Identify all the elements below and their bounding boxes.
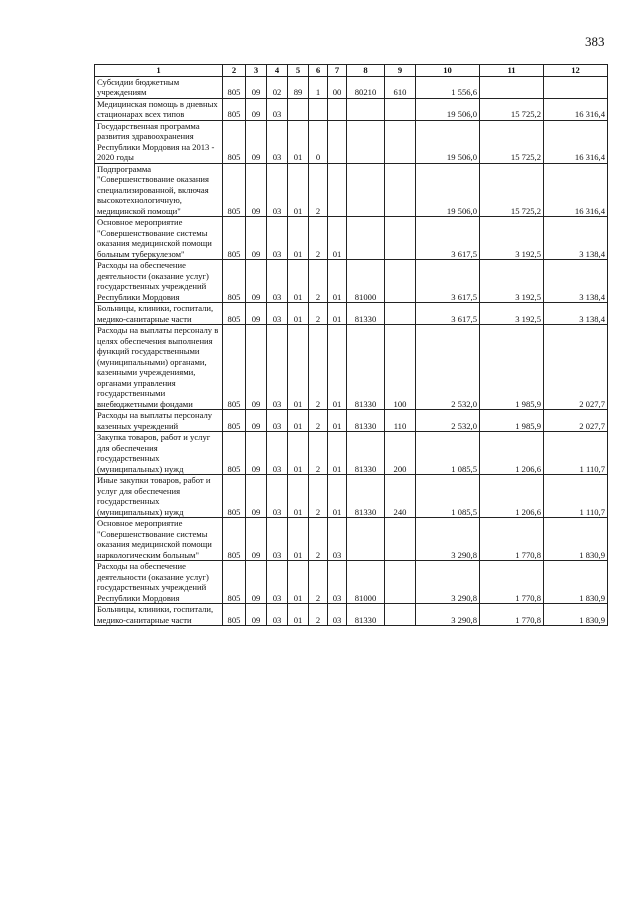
section-code: 09 [246,325,267,410]
program-code: 01 [288,325,309,410]
table-row [95,120,608,163]
program-code: 01 [288,604,309,626]
table-row [95,163,608,217]
subprogram-code: 2 [309,410,328,432]
table-row [95,561,608,604]
ministry-code: 805 [223,303,246,325]
amount-col-10: 3 290,8 [416,518,480,561]
amount-col-11: 1 770,8 [480,604,544,626]
expense-name: Подпрограмма "Совершенствование оказания специализированной, включая высокотехнологичную, медицинской помощи" [95,163,223,217]
table-row [95,410,608,432]
subsection-code: 03 [267,475,288,518]
subprogram-code: 0 [309,120,328,163]
subprogram-code: 2 [309,475,328,518]
subprogram-code [309,98,328,120]
subsection-code: 03 [267,410,288,432]
ministry-code: 805 [223,260,246,303]
header-row [95,65,608,77]
program-code: 01 [288,475,309,518]
amount-col-10: 1 085,5 [416,432,480,475]
expense-type-code [385,98,416,120]
subsection-code: 03 [267,604,288,626]
program-code: 01 [288,303,309,325]
direction-code: 81000 [347,561,385,604]
ministry-code: 805 [223,518,246,561]
subsection-code: 03 [267,120,288,163]
amount-col-10: 3 617,5 [416,260,480,303]
subsection-code: 03 [267,217,288,260]
expense-name: Больницы, клиники, госпитали, медико-санитарные части [95,604,223,626]
expense-type-code: 240 [385,475,416,518]
expense-name: Расходы на обеспечение деятельности (оказание услуг) государственных учреждений Республики Мордовия [95,260,223,303]
amount-col-10: 2 532,0 [416,325,480,410]
amount-col-10: 1 085,5 [416,475,480,518]
amount-col-12: 1 110,7 [544,475,608,518]
amount-col-11: 1 770,8 [480,561,544,604]
amount-col-11: 3 192,5 [480,260,544,303]
amount-col-12: 1 830,9 [544,561,608,604]
section-code: 09 [246,561,267,604]
amount-col-10: 3 617,5 [416,303,480,325]
event-code: 00 [328,76,347,98]
section-code: 09 [246,260,267,303]
ministry-code: 805 [223,163,246,217]
expense-name: Субсидии бюджетным учреждениям [95,76,223,98]
subprogram-code: 2 [309,260,328,303]
direction-code: 81000 [347,260,385,303]
expense-name: Больницы, клиники, госпитали, медико-санитарные части [95,303,223,325]
event-code: 01 [328,325,347,410]
expense-name: Расходы на выплаты персоналу в целях обеспечения выполнения функций государственными (муниципальными) органами, казенными учреждениями, органами управления государственными внебюджетными фондами [95,325,223,410]
subsection-code: 03 [267,325,288,410]
column-header: 1 [95,65,223,77]
ministry-code: 805 [223,76,246,98]
section-code: 09 [246,217,267,260]
table-row [95,432,608,475]
expense-type-code: 200 [385,432,416,475]
amount-col-12: 3 138,4 [544,217,608,260]
program-code: 01 [288,163,309,217]
expense-name: Расходы на обеспечение деятельности (оказание услуг) государственных учреждений Республики Мордовия [95,561,223,604]
expense-type-code [385,163,416,217]
direction-code: 81330 [347,410,385,432]
expense-name: Основное мероприятие "Совершенствование системы оказания медицинской помощи больным туберкулезом" [95,217,223,260]
expense-type-code: 100 [385,325,416,410]
section-code: 09 [246,475,267,518]
ministry-code: 805 [223,217,246,260]
event-code [328,163,347,217]
ministry-code: 805 [223,120,246,163]
event-code: 01 [328,475,347,518]
section-code: 09 [246,518,267,561]
amount-col-11: 1 206,6 [480,432,544,475]
column-header: 11 [480,65,544,77]
amount-col-10: 3 617,5 [416,217,480,260]
ministry-code: 805 [223,98,246,120]
subprogram-code: 2 [309,325,328,410]
section-code: 09 [246,303,267,325]
ministry-code: 805 [223,561,246,604]
expense-type-code [385,561,416,604]
amount-col-11: 3 192,5 [480,217,544,260]
amount-col-12 [544,76,608,98]
subsection-code: 02 [267,76,288,98]
expense-name: Закупка товаров, работ и услуг для обеспечения государственных (муниципальных) нужд [95,432,223,475]
column-header: 5 [288,65,309,77]
subsection-code: 03 [267,432,288,475]
section-code: 09 [246,98,267,120]
amount-col-12: 3 138,4 [544,260,608,303]
amount-col-10: 19 506,0 [416,98,480,120]
amount-col-11 [480,76,544,98]
table-row [95,518,608,561]
ministry-code: 805 [223,475,246,518]
direction-code [347,518,385,561]
section-code: 09 [246,76,267,98]
section-code: 09 [246,410,267,432]
subprogram-code: 1 [309,76,328,98]
program-code: 01 [288,432,309,475]
column-header: 9 [385,65,416,77]
section-code: 09 [246,120,267,163]
table-row [95,260,608,303]
event-code: 01 [328,260,347,303]
amount-col-11: 15 725,2 [480,120,544,163]
subsection-code: 03 [267,98,288,120]
expense-type-code [385,604,416,626]
direction-code: 81330 [347,432,385,475]
expense-type-code: 610 [385,76,416,98]
amount-col-11: 15 725,2 [480,98,544,120]
table-row [95,76,608,98]
ministry-code: 805 [223,410,246,432]
ministry-code: 805 [223,325,246,410]
amount-col-11: 1 985,9 [480,325,544,410]
direction-code: 81330 [347,303,385,325]
column-header: 6 [309,65,328,77]
amount-col-12: 16 316,4 [544,98,608,120]
ministry-code: 805 [223,604,246,626]
page-number: 383 [585,34,605,49]
subprogram-code: 2 [309,163,328,217]
table-row [95,217,608,260]
table-row [95,98,608,120]
expense-type-code [385,260,416,303]
program-code [288,98,309,120]
subsection-code: 03 [267,561,288,604]
amount-col-12: 1 830,9 [544,604,608,626]
budget-table [94,64,608,626]
expense-type-code [385,120,416,163]
amount-col-12: 2 027,7 [544,410,608,432]
amount-col-12: 3 138,4 [544,303,608,325]
event-code: 03 [328,561,347,604]
amount-col-10: 3 290,8 [416,561,480,604]
amount-col-12: 16 316,4 [544,163,608,217]
expense-name: Иные закупки товаров, работ и услуг для обеспечения государственных (муниципальных) нужд [95,475,223,518]
expense-name: Расходы на выплаты персоналу казенных учреждений [95,410,223,432]
direction-code [347,163,385,217]
program-code: 01 [288,260,309,303]
subprogram-code: 2 [309,561,328,604]
column-header: 12 [544,65,608,77]
subprogram-code: 2 [309,303,328,325]
amount-col-10: 3 290,8 [416,604,480,626]
subprogram-code: 2 [309,432,328,475]
section-code: 09 [246,163,267,217]
event-code: 01 [328,410,347,432]
amount-col-11: 15 725,2 [480,163,544,217]
program-code: 01 [288,217,309,260]
subprogram-code: 2 [309,604,328,626]
event-code [328,98,347,120]
expense-type-code [385,217,416,260]
column-header: 3 [246,65,267,77]
expense-type-code: 110 [385,410,416,432]
direction-code: 80210 [347,76,385,98]
column-header: 4 [267,65,288,77]
program-code: 01 [288,518,309,561]
program-code: 01 [288,561,309,604]
event-code: 03 [328,518,347,561]
amount-col-12: 1 830,9 [544,518,608,561]
amount-col-10: 1 556,6 [416,76,480,98]
subprogram-code: 2 [309,518,328,561]
amount-col-11: 1 770,8 [480,518,544,561]
column-header: 8 [347,65,385,77]
subprogram-code: 2 [309,217,328,260]
event-code [328,120,347,163]
expense-name: Основное мероприятие "Совершенствование системы оказания медицинской помощи наркологическим больным" [95,518,223,561]
event-code: 03 [328,604,347,626]
amount-col-12: 1 110,7 [544,432,608,475]
subsection-code: 03 [267,303,288,325]
column-header: 2 [223,65,246,77]
direction-code [347,98,385,120]
ministry-code: 805 [223,432,246,475]
subsection-code: 03 [267,518,288,561]
expense-type-code [385,303,416,325]
program-code: 89 [288,76,309,98]
program-code: 01 [288,120,309,163]
direction-code: 81330 [347,604,385,626]
column-header: 10 [416,65,480,77]
amount-col-10: 19 506,0 [416,120,480,163]
expense-name: Медицинская помощь в дневных стационарах всех типов [95,98,223,120]
amount-col-11: 3 192,5 [480,303,544,325]
event-code: 01 [328,432,347,475]
amount-col-11: 1 206,6 [480,475,544,518]
direction-code: 81330 [347,325,385,410]
subsection-code: 03 [267,260,288,303]
event-code: 01 [328,217,347,260]
direction-code: 81330 [347,475,385,518]
expense-name: Государственная программа развития здравоохранения Республики Мордовия на 2013 - 2020 годы [95,120,223,163]
direction-code [347,217,385,260]
amount-col-10: 2 532,0 [416,410,480,432]
amount-col-12: 16 316,4 [544,120,608,163]
amount-col-11: 1 985,9 [480,410,544,432]
table-row [95,303,608,325]
program-code: 01 [288,410,309,432]
section-code: 09 [246,432,267,475]
amount-col-10: 19 506,0 [416,163,480,217]
section-code: 09 [246,604,267,626]
event-code: 01 [328,303,347,325]
table-row [95,475,608,518]
subsection-code: 03 [267,163,288,217]
table-row [95,604,608,626]
column-header: 7 [328,65,347,77]
table-row [95,325,608,410]
amount-col-12: 2 027,7 [544,325,608,410]
direction-code [347,120,385,163]
expense-type-code [385,518,416,561]
